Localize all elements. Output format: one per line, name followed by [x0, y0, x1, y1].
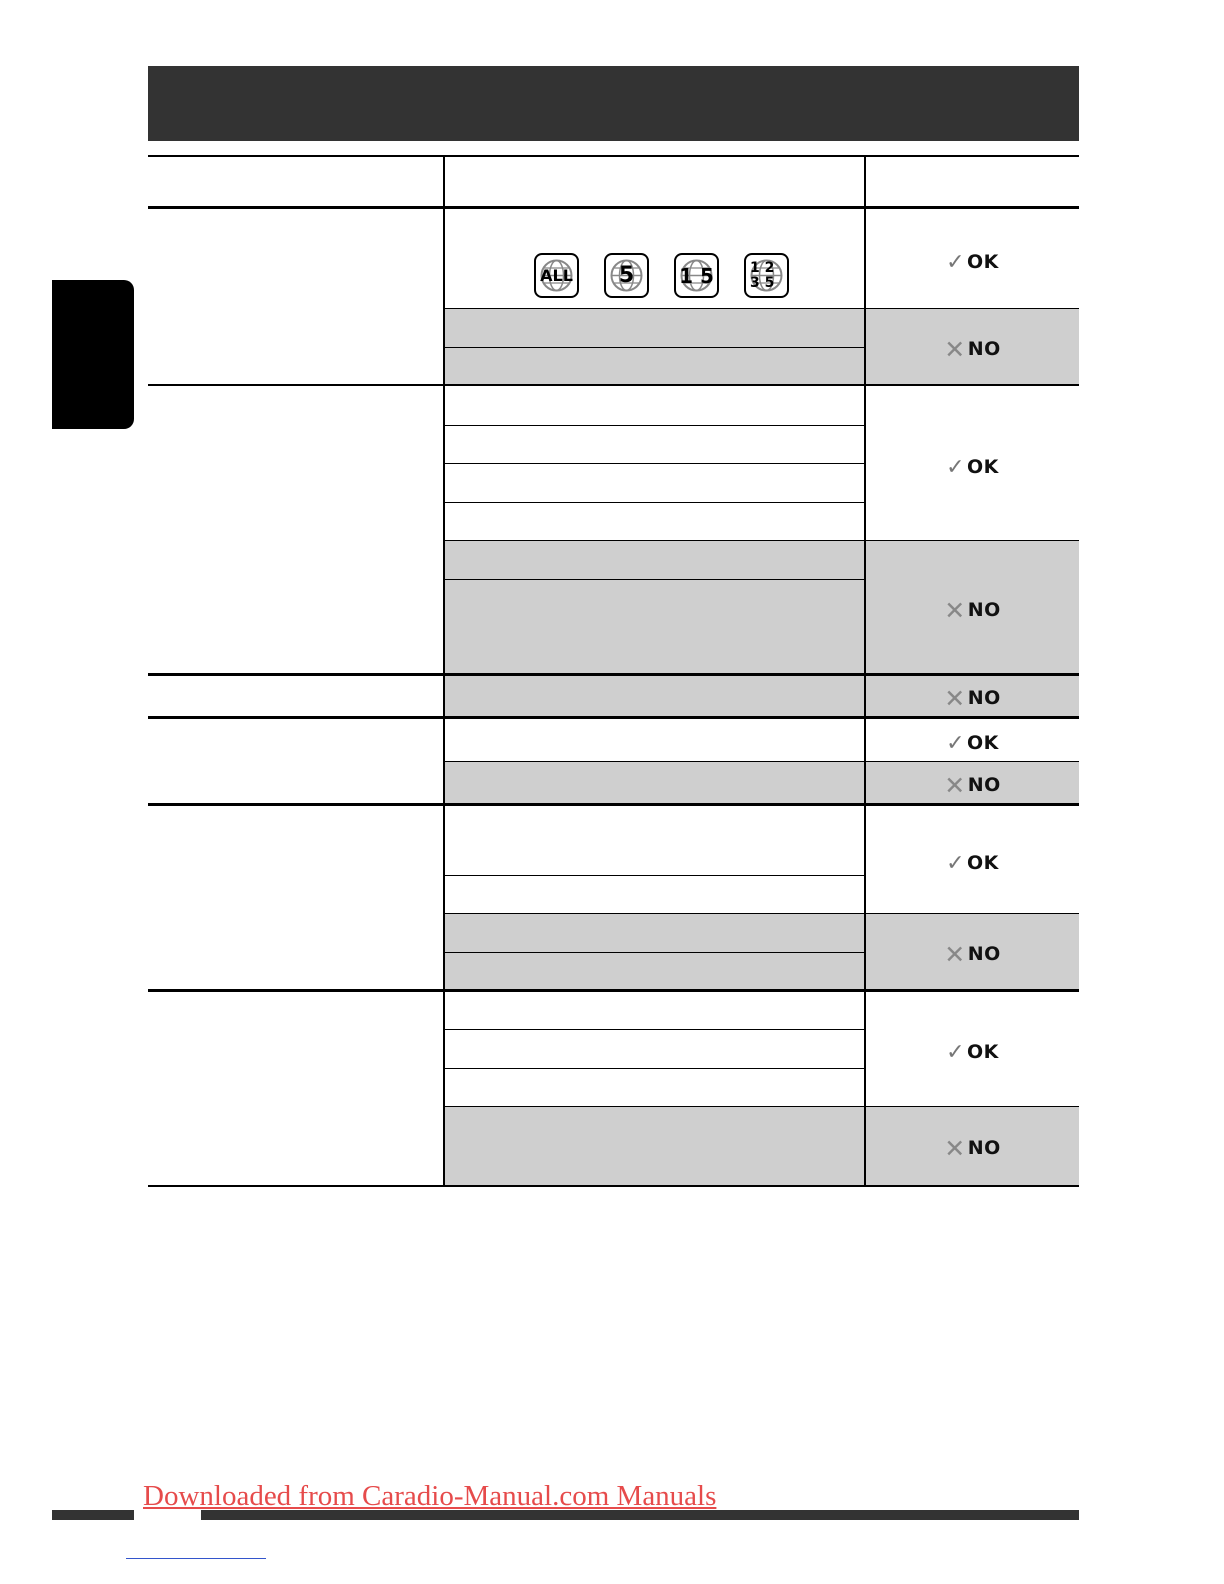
- ok-label: OK: [967, 852, 999, 874]
- ok-label: OK: [967, 456, 999, 478]
- cross-icon: ✕: [944, 334, 966, 364]
- column-divider: [864, 156, 866, 1187]
- row-rule: [445, 952, 865, 953]
- row-rule: [445, 761, 1079, 762]
- no-status: [866, 331, 1079, 367]
- ok-status: [866, 845, 1079, 881]
- check-icon: ✓: [946, 850, 966, 876]
- no-status: [866, 1130, 1079, 1166]
- globe-region-1-5-icon: [674, 253, 719, 298]
- ok-label: OK: [967, 1041, 999, 1063]
- unsupported-cell: [445, 676, 865, 718]
- cross-icon: ✕: [944, 683, 966, 713]
- group-rule: [148, 673, 1079, 676]
- column-divider: [443, 156, 445, 1187]
- ok-label: OK: [967, 732, 999, 754]
- row-rule: [445, 1068, 865, 1069]
- no-label: NO: [967, 774, 1001, 796]
- row-rule: [445, 540, 1079, 541]
- ok-label: OK: [967, 251, 999, 273]
- row-rule: [445, 347, 865, 348]
- cross-icon: ✕: [944, 595, 966, 625]
- download-source-link[interactable]: Downloaded from Caradio-Manual.com Manuals: [143, 1480, 717, 1512]
- cross-icon: ✕: [944, 1133, 966, 1163]
- no-status: [866, 767, 1079, 803]
- ok-status: [866, 244, 1079, 280]
- unsupported-cell: [445, 1107, 865, 1186]
- side-tab: [52, 280, 134, 429]
- cross-icon: ✕: [944, 939, 966, 969]
- ok-status: [866, 1034, 1079, 1070]
- no-status: [866, 680, 1079, 716]
- no-label: NO: [967, 599, 1001, 621]
- region-label: 5: [618, 263, 635, 288]
- ok-status: [866, 725, 1079, 761]
- no-label: NO: [967, 1137, 1001, 1159]
- table-bottom-rule: [148, 1185, 1079, 1187]
- cross-icon: ✕: [944, 770, 966, 800]
- check-icon: ✓: [946, 249, 966, 275]
- table-top-rule: [148, 155, 1079, 157]
- check-icon: ✓: [946, 730, 966, 756]
- no-label: NO: [967, 338, 1001, 360]
- region-label: 1 5: [679, 263, 714, 288]
- check-icon: ✓: [946, 1039, 966, 1065]
- no-label: NO: [967, 943, 1001, 965]
- group-rule: [148, 803, 1079, 806]
- ok-status: [866, 449, 1079, 485]
- row-rule: [445, 913, 1079, 914]
- unsupported-cell: [445, 762, 865, 805]
- unsupported-cell: [445, 541, 865, 675]
- check-icon: ✓: [946, 454, 966, 480]
- group-rule: [148, 384, 1079, 386]
- row-rule: [445, 308, 1079, 309]
- row-rule: [445, 425, 865, 426]
- globe-region-5-icon: [604, 253, 649, 298]
- row-rule: [445, 579, 865, 580]
- row-rule: [445, 1029, 865, 1030]
- no-status: [866, 936, 1079, 972]
- row-rule: [445, 502, 865, 503]
- row-rule: [445, 1106, 1079, 1107]
- no-label: NO: [967, 687, 1001, 709]
- region-label: ALL: [540, 266, 573, 285]
- footer-bar: [52, 1510, 134, 1520]
- region-label: 1 2 3 5: [750, 259, 775, 291]
- section-header-bar: [148, 66, 1079, 141]
- footer-link-underline: [126, 1558, 266, 1559]
- globe-region-all-icon: [534, 253, 579, 298]
- group-rule: [148, 989, 1079, 992]
- table-header-rule: [148, 206, 1079, 209]
- group-rule: [148, 716, 1079, 719]
- row-rule: [445, 875, 865, 876]
- row-rule: [445, 463, 865, 464]
- globe-region-1-2-3-5-icon: [744, 253, 789, 298]
- no-status: [866, 592, 1079, 628]
